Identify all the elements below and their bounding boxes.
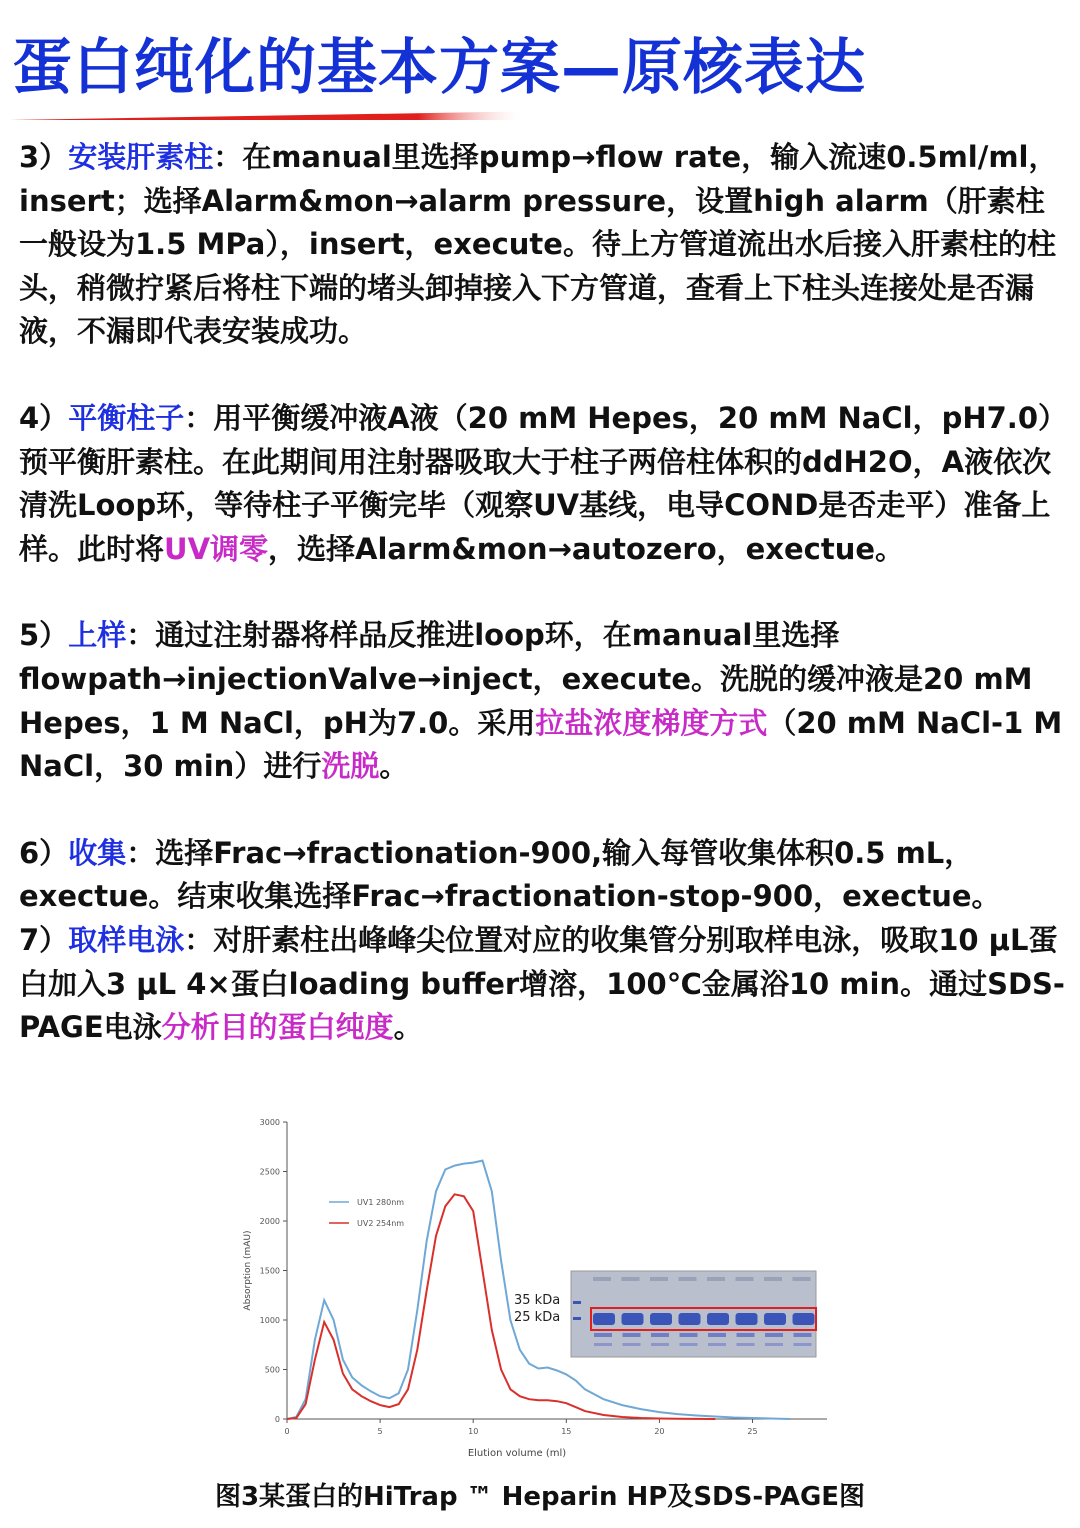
gel-target-band <box>793 1313 815 1325</box>
gel-target-band <box>764 1313 786 1325</box>
step-number: 4） <box>19 400 69 435</box>
x-tick-label: 25 <box>747 1427 758 1436</box>
gel-lower-band <box>794 1333 812 1337</box>
gel-marker-label: 25 kDa <box>514 1310 561 1325</box>
step-colon: ： <box>213 140 243 174</box>
gel-lower-band <box>651 1333 669 1337</box>
step-colon: ： <box>126 835 156 870</box>
gel-target-band <box>679 1313 701 1325</box>
step-colon: ： <box>184 400 214 435</box>
step-paragraph <box>19 614 1069 788</box>
page-title: 蛋白纯化的基本方案—原核表达 <box>12 33 866 103</box>
step-number: 3） <box>19 140 69 174</box>
step-text: 在manual里选择pump→flow rate，输入流速0.5ml/ml，insert；选择Alarm&mon→alarm pressure，设置high alarm（肝素柱一般设为1.5 MPa），insert，execute。待上方管道流出水后接入肝素柱的柱头，稍微拧紧后将柱下端的堵头卸掉接入下方管道，查看上下柱头连接处是否漏液，不漏即代表安装成功。 <box>19 140 1058 349</box>
gel-top-band <box>764 1277 782 1281</box>
gel-lower-band <box>765 1333 783 1337</box>
step-keyword: 取样电泳 <box>68 922 185 957</box>
y-tick-label: 2500 <box>259 1167 280 1177</box>
gel-top-band <box>707 1277 725 1281</box>
protocol-steps <box>19 136 1069 1050</box>
y-tick-label: 1500 <box>259 1266 280 1276</box>
step-text: 对肝素柱出峰峰尖位置对应的收集管分别取样电泳，吸取10 μL蛋白加入3 μL 4×蛋白loading buffer增溶，100℃金属浴10 min。通过SDS-PAGE电泳 <box>19 922 1065 1045</box>
title-banner <box>10 28 1010 108</box>
gel-lower-band <box>594 1343 612 1346</box>
y-tick-label: 3000 <box>259 1118 280 1127</box>
gel-target-band <box>593 1313 615 1325</box>
gel-target-band <box>650 1313 672 1325</box>
gel-lower-band <box>737 1343 755 1346</box>
paragraph-gap <box>19 571 1069 614</box>
x-tick-label: 20 <box>654 1427 665 1436</box>
y-tick-label: 1000 <box>259 1316 280 1325</box>
highlight-text: UV调零 <box>164 531 269 566</box>
step-text: 选择Frac→fractionation-900,输入每管收集体积0.5 mL，exectue。结束收集选择Frac→fractionation-stop-900，exectue。 <box>19 835 1001 914</box>
gel-lower-band <box>680 1333 698 1337</box>
step-number: 6） <box>19 835 69 870</box>
gel-top-band <box>650 1277 668 1281</box>
step-keyword: 收集 <box>68 835 127 870</box>
step-keyword: 安装肝素柱 <box>68 140 214 174</box>
gel-top-band <box>622 1277 640 1281</box>
gel-target-band <box>707 1313 729 1325</box>
x-tick-label: 10 <box>468 1427 479 1436</box>
y-tick-label: 0 <box>274 1415 280 1424</box>
x-tick-label: 5 <box>377 1427 383 1436</box>
step-paragraph <box>19 397 1069 571</box>
y-tick-label: 500 <box>264 1365 280 1375</box>
step-text: 。 <box>379 749 409 784</box>
gel-top-band <box>793 1277 811 1281</box>
figure-caption: 图3某蛋白的HiTrap ™ Heparin HP及SDS-PAGE图 <box>214 1482 866 1512</box>
gel-top-band <box>593 1277 611 1281</box>
gel-ladder-band <box>573 1317 581 1320</box>
step-colon: ： <box>126 618 156 653</box>
gel-ladder-band <box>573 1301 581 1304</box>
gel-lower-band <box>708 1343 726 1346</box>
gel-top-band <box>679 1277 697 1281</box>
step-text: （20 mM NaCl-1 M NaCl，30 min）进行 <box>19 705 1063 784</box>
y-tick-label: 2000 <box>259 1217 280 1226</box>
gel-lower-band <box>680 1343 698 1346</box>
step-text: 通过注射器将样品反推进loop环，在manual里选择flowpath→injectionValve→inject，execute。洗脱的缓冲液是20 mM Hepes，1 M NaCl，pH为7.0。采用 <box>19 618 1033 740</box>
gel-target-band <box>736 1313 758 1325</box>
highlight-text: 洗脱 <box>321 749 380 784</box>
gel-lower-band <box>794 1343 812 1346</box>
legend-label: UV2 254nm <box>357 1219 405 1228</box>
step-number: 5） <box>19 618 69 653</box>
title-underline-arrow <box>10 98 690 138</box>
highlight-text: 分析目的蛋白纯度 <box>161 1010 394 1045</box>
gel-lower-band <box>623 1343 641 1346</box>
legend-label: UV1 280nm <box>357 1198 405 1207</box>
gel-lower-band <box>708 1333 726 1337</box>
gel-target-band <box>622 1313 644 1325</box>
chromatogram-chart <box>230 1108 850 1473</box>
x-tick-label: 0 <box>284 1427 290 1436</box>
step-text: 。 <box>393 1010 423 1045</box>
x-axis-label: Elution volume (ml) <box>467 1448 567 1459</box>
gel-lower-band <box>737 1333 755 1337</box>
step-paragraph <box>19 832 1069 919</box>
step-colon: ： <box>184 922 214 957</box>
step-keyword: 上样 <box>68 618 127 653</box>
step-text: ，选择Alarm&mon→autozero，exectue。 <box>268 531 905 566</box>
gel-lower-band <box>594 1333 612 1337</box>
y-axis-label: Absorption (mAU) <box>243 1230 253 1311</box>
gel-lower-band <box>623 1333 641 1337</box>
highlight-text: 拉盐浓度梯度方式 <box>535 705 768 740</box>
paragraph-gap <box>19 789 1069 832</box>
x-tick-label: 15 <box>561 1427 572 1436</box>
step-number: 7） <box>19 922 69 957</box>
gel-marker-label: 35 kDa <box>514 1293 561 1308</box>
gel-lower-band <box>765 1343 783 1346</box>
paragraph-gap <box>19 354 1069 397</box>
gel-top-band <box>736 1277 754 1281</box>
step-paragraph <box>19 136 1069 354</box>
step-keyword: 平衡柱子 <box>68 400 185 435</box>
gel-lower-band <box>651 1343 669 1346</box>
step-paragraph <box>19 919 1069 1050</box>
step-text: 用平衡缓冲液A液（20 mM Hepes，20 mM NaCl，pH7.0）预平衡肝素柱。在此期间用注射器吸取大于柱子两倍柱体积的ddH2O，A液依次清洗Loop环，等待柱子平衡完毕（观察UV基线，电导COND是否走平）准备上样。此时将 <box>19 400 1068 566</box>
